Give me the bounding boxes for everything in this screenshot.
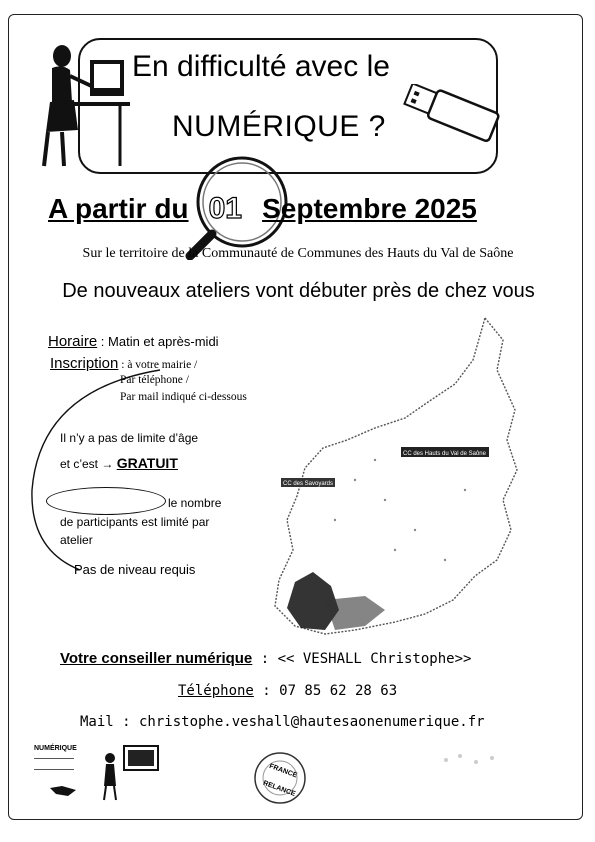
partner-logo-icon [48, 782, 78, 798]
phone-line [178, 683, 397, 699]
logo-lines [34, 758, 74, 770]
headline: De nouveaux ateliers vont débuter près de chez vous [62, 280, 535, 302]
inscription-mail: Par mail indiqué ci-dessous [120, 391, 247, 403]
date-suffix: Septembre 2025 [262, 193, 477, 224]
level-text: Pas de niveau requis [74, 562, 196, 577]
france-relance-text-2: RELANCE [262, 779, 297, 798]
age-limit-text: Il n’y a pas de limite d’âge [60, 431, 199, 445]
territory-text: Sur le territoire de la Communauté de Communes des Hauts du Val de Saône [82, 246, 514, 261]
numerique-logo [34, 745, 77, 770]
inscription-phone: Par téléphone / [120, 374, 189, 386]
date-prefix: A partir du [48, 193, 189, 224]
inscription-line [50, 355, 197, 372]
participants-line-2: de participants est limité par [60, 515, 210, 529]
france-relance-logo [252, 750, 308, 806]
arrow-icon: → [101, 457, 114, 471]
faint-stamp [436, 740, 506, 780]
price-prefix: et c’est [60, 457, 99, 471]
mail-line [80, 714, 485, 730]
phone-value: : 07 85 62 28 63 [253, 683, 398, 699]
advisor-label: Votre conseiller numérique [60, 650, 253, 667]
territory-map [235, 300, 565, 660]
price-value: GRATUIT [116, 455, 178, 471]
map-label-east: CC des Hauts du Val de Saône [403, 451, 486, 457]
redacted-oval [46, 487, 166, 515]
numerique-logo-text: NUMÉRIQUE [34, 745, 77, 752]
participants-line-1: le nombre [168, 496, 222, 510]
inscription-label: Inscription [50, 355, 119, 372]
title-line-1: En difficulté avec le [132, 50, 390, 83]
title-line-2: NUMÉRIQUE ? [172, 110, 386, 143]
horaire-value: : Matin et après-midi [97, 334, 219, 349]
date-day: 01 [208, 192, 242, 225]
inscription-value: : à votre mairie / [118, 359, 198, 371]
price-line [60, 455, 178, 471]
start-date [48, 192, 477, 226]
horaire-label: Horaire [48, 333, 98, 350]
france-relance-text-1: FRANCE [268, 762, 299, 780]
usb-stick-icon [398, 84, 504, 144]
mail-label: Mail [80, 714, 114, 730]
phone-label: Téléphone [178, 683, 254, 699]
advisor-line [60, 650, 471, 667]
workshop-illustration [96, 740, 166, 802]
mail-value: : christophe.veshall@hautesaonenumerique.fr [113, 714, 485, 730]
horaire-line [48, 333, 219, 350]
participants-line-3: atelier [60, 533, 93, 547]
advisor-name: : << VESHALL Christophe>> [252, 651, 472, 667]
map-label-west: CC des Savoyards [283, 481, 334, 487]
